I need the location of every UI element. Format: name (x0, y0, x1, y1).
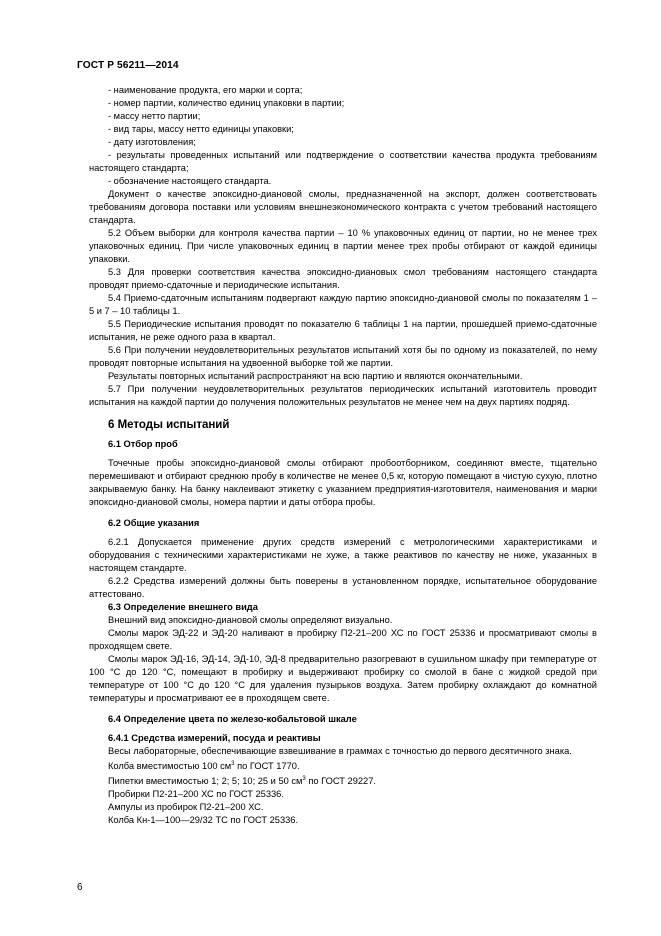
list-item: - обозначение настоящего стандарта. (108, 176, 272, 186)
paragraph-ampoules: Ампулы из пробирок П2-21–200 ХС. (108, 802, 264, 813)
pipettes-gost: по ГОСТ 29227. (305, 776, 376, 787)
paragraph-5-4: 5.4 Приемо-сдаточным испытаниям подвергают каждую партию эпоксидно-диановой смолы по показателям 1 – 5 и 7 – 10 таблицы 1. (89, 293, 597, 316)
paragraph-6-2-1: 6.2.1 Допускается применение других средств измерений с метрологическими характеристиками и оборудования с техническими характеристиками не хуже, а также реактивов по качеству не ниже, указанных в настоящем стандарте. (89, 537, 597, 573)
flask-text: Колба вместимостью 100 см (108, 761, 232, 772)
list-item: - дату изготовления; (108, 137, 196, 147)
document-header: ГОСТ Р 56211—2014 (77, 60, 179, 71)
section-title: 6 Методы испытаний (108, 419, 230, 431)
paragraph-conical-flask: Колба Кн-1—100—29/32 ТС по ГОСТ 25336. (108, 815, 299, 826)
paragraph-6-2-2: 6.2.2 Средства измерений должны быть поверены в установленном порядке, испытательное оборудование аттестовано. (89, 576, 597, 599)
paragraph-5-6-results: Результаты повторных испытаний распространяют на всю партию и являются окончательными. (108, 371, 523, 381)
paragraph-6-1: Точечные пробы эпоксидно-диановой смолы отбирают пробоотборником, соединяют вместе, тщательно перемешивают и отбирают среднюю пробу в количестве не менее 0,5 кг, которую помещают в чистую сухую, плотно закрываемую банку. На банку наклеивают этикетку с указанием предприятия-изготовителя, наименования и марки эпоксидно-диановой смолы, номера партии и даты отбора пробы. (89, 458, 597, 507)
paragraph-scales: Весы лабораторные, обеспечивающие взвешивание в граммах с точностью до первого десятичного знака. (108, 746, 572, 756)
subsection-title-6-2: 6.2 Общие указания (108, 518, 200, 528)
paragraph-test-tubes: Пробирки П2-21–200 ХС по ГОСТ 25336. (108, 789, 284, 800)
paragraph-5-7: 5.7 При получении неудовлетворительных результатов периодических испытаний изготовитель проводит испытания на каждой партии до получения положительных результатов не менее чем на двух партиях подряд. (89, 384, 597, 407)
list-item: - наименование продукта, его марки и сорта; (108, 85, 303, 95)
list-item: - результаты проведенных испытаний или подтверждение о соответствии качества продукта требованиям настоящего стандарта; (89, 150, 597, 173)
paragraph-5-6: 5.6 При получении неудовлетворительных результатов испытаний хотя бы по одному из показателей, по нему проводят повторные испытания на удвоенной выборке той же партии. (89, 345, 597, 368)
paragraph-5-2: 5.2 Объем выборки для контроля качества партии – 10 % упаковочных единиц от партии, но не менее трех упаковочных единиц. При числе упаковочных единиц в партии менее трех пробы отбирают от каждой единицы упаковки. (89, 228, 597, 264)
paragraph-6-3-ed16: Смолы марок ЭД-16, ЭД-14, ЭД-10, ЭД-8 предварительно разогревают в сушильном шкафу при температуре от 100 °С до 120 °С, помещают в пробирку и выдерживают пробирку со смолой в бане с жидкой средой при температуре от 100 °С до 120 °С для удаления пузырьков воздуха. Затем пробирку охлаждают до комнатной температуры и просматривают ее в проходящем свете. (89, 654, 597, 703)
list-item: - массу нетто партии; (108, 111, 201, 121)
paragraph-pipettes (89, 773, 597, 788)
paragraph-6-3-visual: Внешний вид эпоксидно-диановой смолы определяют визуально. (108, 615, 393, 625)
flask-sup: 3 (231, 761, 235, 767)
pipettes-sup: 3 (302, 776, 306, 783)
paragraph-quality-document: Документ о качестве эпоксидно-диановой смолы, предназначенной на экспорт, должен соответствовать требованиям договора поставки или условиям внешнеэкономического контракта с учетом требований настоящего стандарта. (89, 189, 597, 225)
page-content (89, 84, 597, 827)
subsection-title-6-3: 6.3 Определение внешнего вида (108, 602, 258, 612)
list-item: - вид тары, массу нетто единицы упаковки; (108, 124, 294, 134)
pipettes-text: Пипетки вместимостью 1; 2; 5; 10; 25 и 50 см (108, 776, 303, 787)
page-number: 6 (77, 882, 83, 893)
subsection-title-6-4: 6.4 Определение цвета по железо-кобальтовой шкале (108, 714, 357, 724)
paragraph-5-3: 5.3 Для проверки соответствия качества эпоксидно-диановых смол требованиям настоящего стандарта проводят приемо-сдаточные и периодические испытания. (89, 267, 597, 290)
paragraph-5-5: 5.5 Периодические испытания проводят по показателю 6 таблицы 1 на партии, прошедшей приемо-сдаточные испытания, не реже одного раза в квартал. (89, 319, 597, 342)
subsection-title-6-1: 6.1 Отбор проб (108, 439, 178, 449)
flask-gost: по ГОСТ 1770. (234, 761, 300, 772)
paragraph-flask (89, 758, 597, 773)
subsection-title-6-4-1: 6.4.1 Средства измерений, посуда и реактивы (108, 733, 321, 743)
paragraph-6-3-ed22: Смолы марок ЭД-22 и ЭД-20 наливают в пробирку П2-21–200 ХС по ГОСТ 25336 и просматривают смолы в проходящем свете. (89, 628, 597, 651)
list-item: - номер партии, количество единиц упаковки в партии; (108, 98, 345, 108)
